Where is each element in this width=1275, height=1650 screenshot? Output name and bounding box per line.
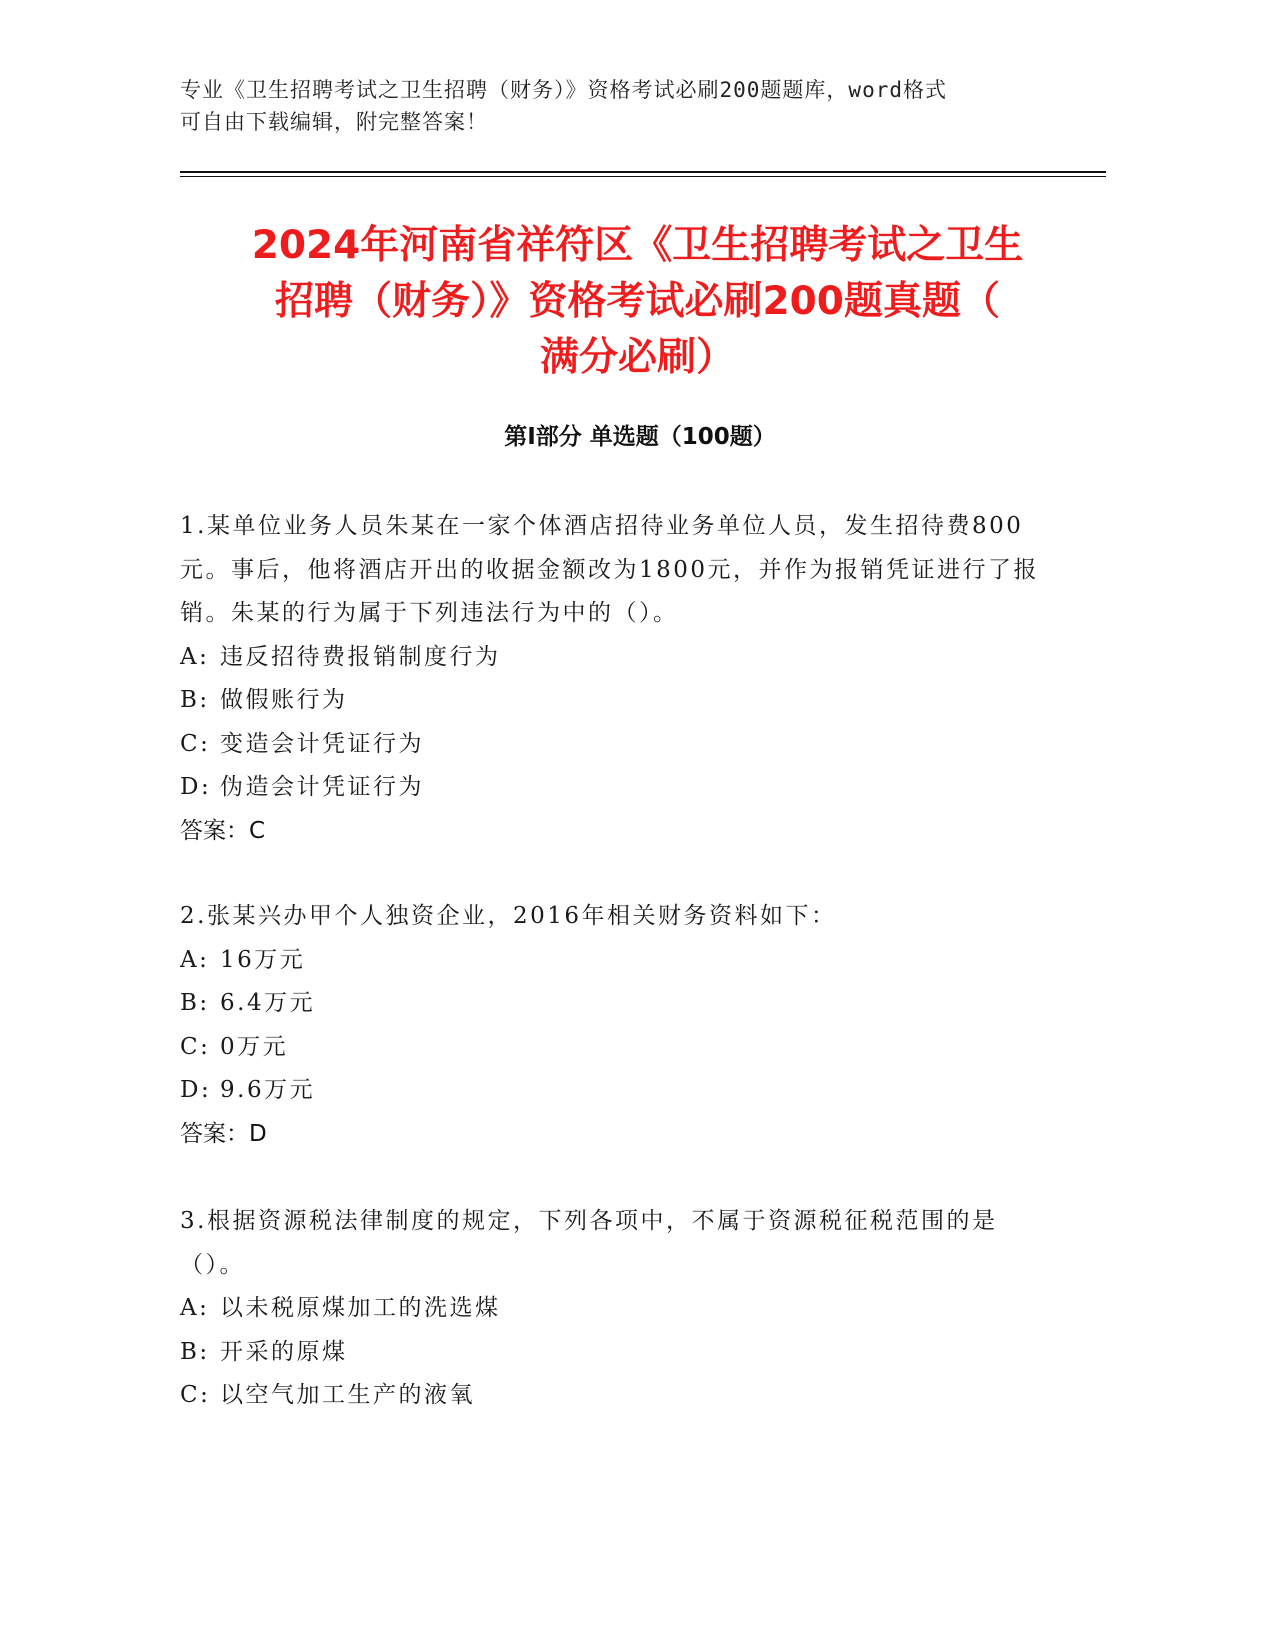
- option-d: [180, 766, 1060, 810]
- header-note-line-2: 可自由下载编辑，附完整答案！: [180, 110, 488, 134]
- option-text: 以空气加工生产的液氧: [220, 1382, 475, 1408]
- option-b: [180, 1331, 1060, 1375]
- header-note: [180, 74, 1060, 138]
- option-text: 以未税原煤加工的洗选煤: [220, 1295, 501, 1321]
- header-divider-thin: [180, 176, 1106, 177]
- document-title-line-1: 2024年河南省祥符区《卫生招聘考试之卫生: [251, 223, 1024, 268]
- option-text: 违反招待费报销制度行为: [220, 643, 501, 670]
- option-letter: A:: [180, 946, 210, 973]
- option-text: 9.6万元: [220, 1077, 316, 1103]
- option-text: 开采的原煤: [220, 1338, 348, 1365]
- question-stem: 3.根据资源税法律制度的规定，下列各项中，不属于资源税征税范围的是（）。: [180, 1208, 998, 1278]
- option-b: [180, 982, 1060, 1026]
- option-a: [180, 636, 1060, 680]
- option-letter: C:: [180, 730, 211, 757]
- option-text: 16万元: [220, 946, 306, 973]
- question-stem: 1.某单位业务人员朱某在一家个体酒店招待业务单位人员，发生招待费800元。事后，他将酒店开出的收据金额改为1800元，并作为报销凭证进行了报销。朱某的行为属于下列违法行为中的（）。: [180, 513, 1040, 626]
- option-c: [180, 1374, 1060, 1418]
- question-3: [180, 1200, 1060, 1418]
- option-text: 伪造会计凭证行为: [220, 774, 424, 800]
- option-letter: B:: [180, 990, 210, 1016]
- option-text: 变造会计凭证行为: [220, 730, 424, 757]
- option-c: [180, 1026, 1060, 1070]
- option-c: [180, 723, 1060, 767]
- option-b: [180, 679, 1060, 723]
- option-letter: C:: [180, 1382, 211, 1408]
- answer-line: 答案：C: [180, 817, 266, 844]
- option-letter: D:: [180, 774, 212, 800]
- question-2: [180, 895, 1060, 1156]
- option-text: 6.4万元: [220, 990, 316, 1016]
- document-title: [175, 218, 1100, 386]
- question-1: [180, 505, 1060, 853]
- header-divider-thick: [180, 171, 1106, 173]
- option-a: [180, 939, 1060, 983]
- question-stem: 2.张某兴办甲个人独资企业，2016年相关财务资料如下：: [180, 903, 837, 929]
- section-heading: 第Ⅰ部分 单选题（100题）: [504, 424, 776, 450]
- option-letter: B:: [180, 687, 210, 713]
- answer-line: 答案：D: [180, 1120, 267, 1147]
- option-letter: C:: [180, 1033, 211, 1060]
- header-note-line-1: 专业《卫生招聘考试之卫生招聘（财务）》资格考试必刷200题题库，word格式: [180, 78, 947, 102]
- option-letter: B:: [180, 1338, 210, 1365]
- option-text: 做假账行为: [220, 687, 348, 713]
- document-title-line-2: 招聘（财务）》资格考试必刷200题真题（: [275, 279, 1000, 324]
- option-letter: A:: [180, 1295, 210, 1321]
- option-a: [180, 1287, 1060, 1331]
- option-text: 0万元: [220, 1033, 289, 1060]
- document-title-line-3: 满分必刷）: [539, 335, 735, 380]
- option-d: [180, 1069, 1060, 1113]
- option-letter: A:: [180, 643, 210, 670]
- option-letter: D:: [180, 1077, 212, 1103]
